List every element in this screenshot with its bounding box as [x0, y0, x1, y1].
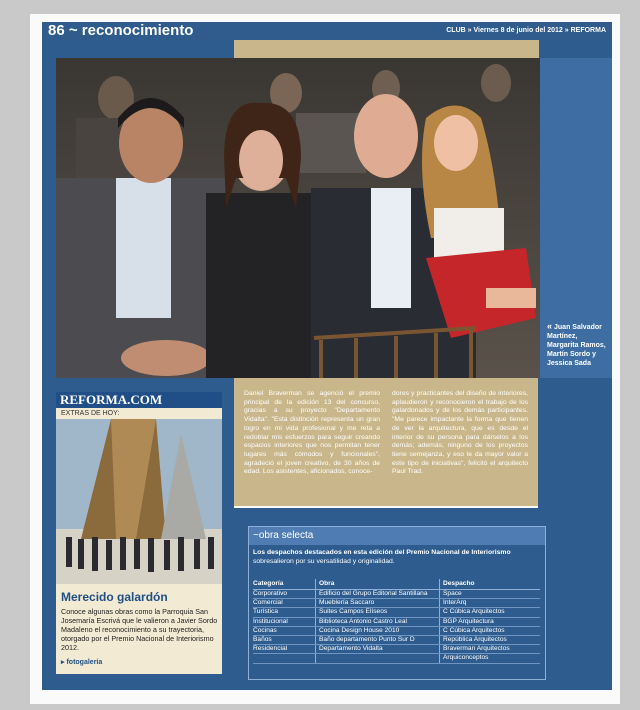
cell: Arquiconceptos — [440, 654, 541, 663]
cell: BGP Arquitectura — [440, 617, 541, 626]
cell: Cocinas — [253, 626, 316, 635]
reforma-brand[interactable]: REFORMA.COM — [56, 392, 222, 408]
cell: Corporativo — [253, 590, 316, 599]
issue-line: CLUB » Viernes 8 de junio del 2012 » REFORMA — [446, 27, 606, 34]
cell — [253, 654, 316, 663]
table-row — [253, 645, 540, 654]
obra-selecta-box — [234, 508, 612, 690]
main-photo — [56, 58, 540, 378]
lead-bold: Los despachos destacados en esta edición del Premio Nacional de Interiorismo — [253, 549, 511, 556]
promo-headline[interactable]: Merecido galardón — [61, 590, 168, 604]
fotogaleria-label: fotogalería — [66, 659, 103, 666]
cell — [316, 654, 440, 663]
cell: Cocina Design House 2010 — [316, 626, 440, 635]
cell: Baños — [253, 636, 316, 645]
page-number: 86 — [48, 22, 65, 39]
obra-selecta-lead — [253, 549, 543, 566]
header-despacho: Despacho — [440, 579, 541, 590]
table-row — [253, 590, 540, 599]
article-text-box — [234, 378, 538, 506]
cell: C Cúbica Arquitectos — [440, 626, 541, 635]
extras-label: EXTRAS DE HOY: — [61, 410, 120, 417]
right-strip — [538, 378, 612, 508]
caption-text: Juan Salvador Martínez, Margarita Ramos, Martín Sordo y Jessica Sada — [547, 324, 606, 367]
fotogaleria-link[interactable] — [61, 658, 102, 666]
triangle-right-icon: ▸ — [61, 659, 67, 666]
article-column-1: Daniel Braverman se agenció el premio principal de la edición 13 del concurso, gracias a su proyecto "Departamento Vidalta". "Esta distinción representa un gran logro en mi vida profesional y me reta a redoblar mis esfuerzos para seguir creando espacios interiores que nos permitan tener lugares más cómodos y funcionales", agradeció el joven creativo, de 30 años de edad. Los asistentes, aficionados, conoce- — [244, 390, 380, 476]
cell: Institucional — [253, 617, 316, 626]
cell: Edificio del Grupo Editorial Santillana — [316, 590, 440, 599]
cell: Turística — [253, 608, 316, 617]
promo-body: Conoce algunas obras como la Parroquia San Josemaría Escrivá que le valieron a Javier Sordo Madaleno el reconocimiento a su trayectoria, otorgado por el Premio Nacional de Interiorismo 2012. — [61, 607, 218, 652]
cell: Space — [440, 590, 541, 599]
cell: C Cúbica Arquitectos — [440, 608, 541, 617]
cell: Mueblería Saccaro — [316, 599, 440, 608]
table-row — [253, 626, 540, 635]
table-row — [253, 636, 540, 645]
reforma-promo-box — [56, 392, 222, 674]
cell: Comercial — [253, 599, 316, 608]
obras-table — [253, 579, 540, 664]
header-categoria: Categoría — [253, 579, 316, 590]
cell: Residencial — [253, 645, 316, 654]
article-column-2: dores y practicantes del diseño de interiores, aplaudieron y reconocieron el trabajo de los galardonados y de los demás participantes. "Me parece impactante la forma que tienen de ver la arquitectura, que es desde el interior de su persona para dárselos a los demás; además, ninguno de los proyectos tiene semejanza, y eso le da mayor valor a este tipo de iniciativas", felicitó el arquitecto Paul Trad. — [392, 390, 528, 476]
cell: InterArq — [440, 599, 541, 608]
cell: Biblioteca Antonio Castro Leal — [316, 617, 440, 626]
page-header — [42, 22, 612, 40]
table-row — [253, 617, 540, 626]
color-bar — [42, 40, 612, 58]
table-row — [253, 599, 540, 608]
obra-selecta-inner — [248, 526, 546, 680]
table-row — [253, 654, 540, 663]
lead-rest: sobresalieron por su versatilidad y originalidad. — [253, 557, 395, 565]
page-number-and-section — [48, 22, 193, 40]
cell: Baño departamento Punto Sur D — [316, 636, 440, 645]
photo-caption — [547, 322, 609, 368]
building-photo — [56, 419, 222, 584]
obra-selecta-title: ~obra selecta — [249, 527, 545, 545]
table-row — [253, 608, 540, 617]
section-title: ~ reconocimiento — [68, 22, 194, 39]
cell: República Arquitectos — [440, 636, 541, 645]
header-obra: Obra — [316, 579, 440, 590]
cell: Braverman Arquitectos — [440, 645, 541, 654]
cell: Suites Campos Elíseos — [316, 608, 440, 617]
caption-marker-icon: « — [547, 321, 553, 331]
cell: Departamento Vidalta — [316, 645, 440, 654]
